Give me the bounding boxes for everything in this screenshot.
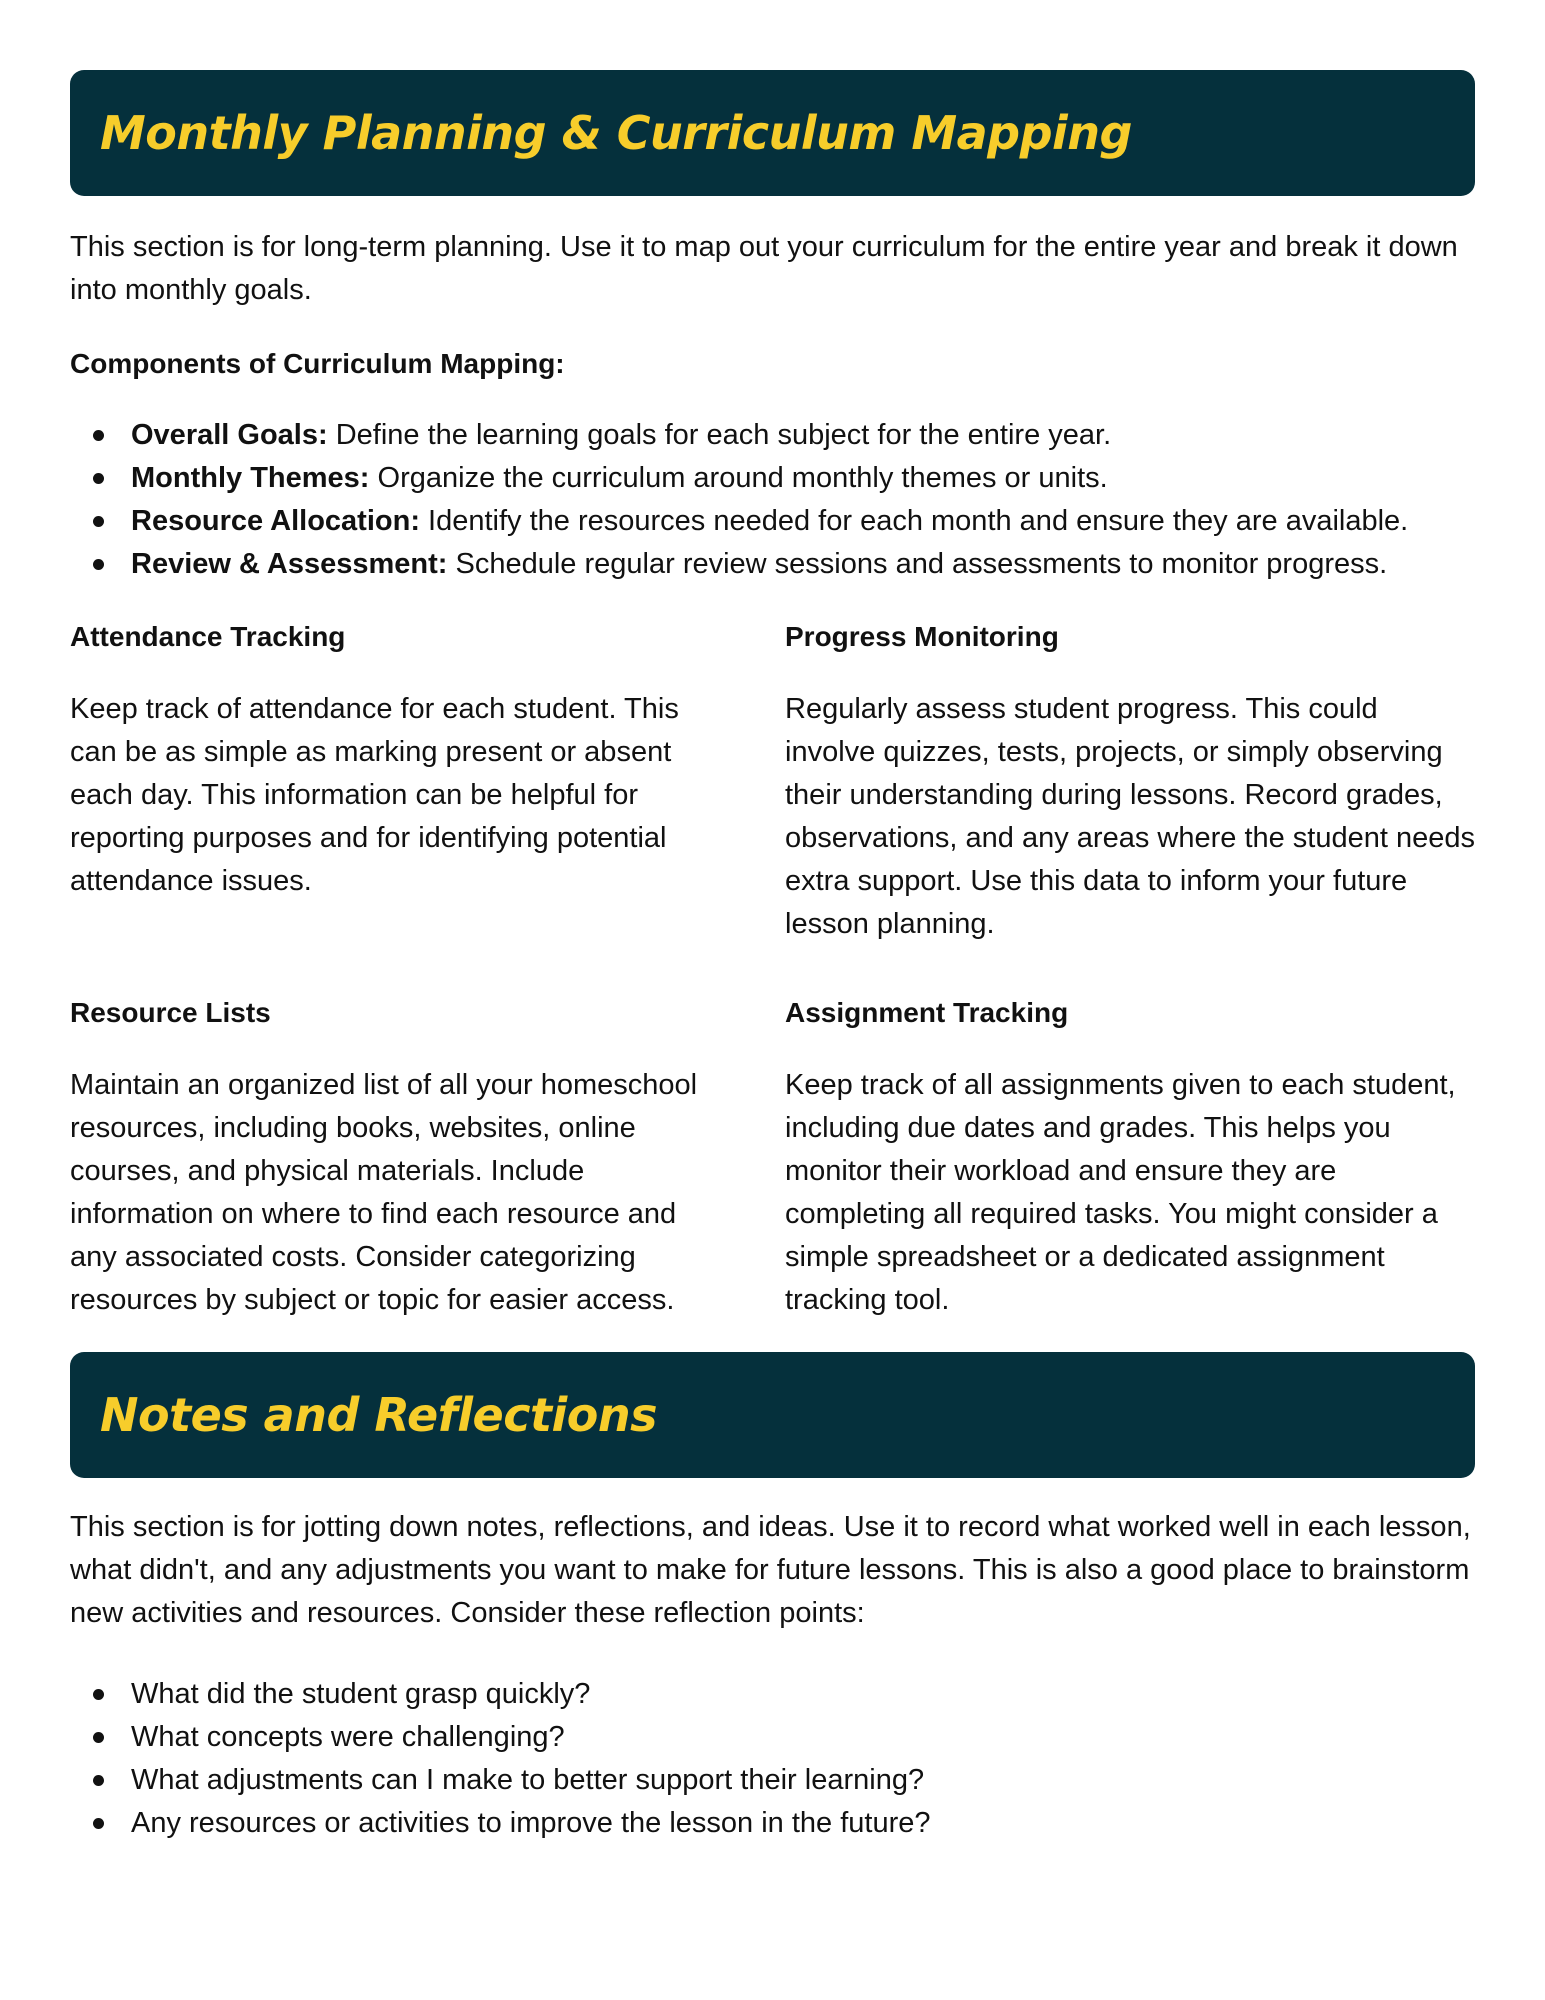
bullet-icon bbox=[93, 1732, 104, 1743]
components-list bbox=[70, 414, 1475, 586]
bullet-icon bbox=[93, 1775, 104, 1786]
list-item bbox=[70, 1716, 1475, 1759]
resource-lists-block bbox=[70, 996, 730, 1322]
bullet-icon bbox=[93, 559, 104, 570]
list-item bbox=[70, 500, 1475, 543]
component-term: Monthly Themes: bbox=[131, 462, 370, 494]
block-title: Assignment Tracking bbox=[785, 997, 1069, 1028]
list-item bbox=[70, 1759, 1475, 1802]
bullet-icon bbox=[93, 1818, 104, 1829]
list-item bbox=[70, 543, 1475, 586]
attendance-block bbox=[70, 620, 730, 946]
component-term: Review & Assessment: bbox=[131, 548, 448, 580]
section-title-notes: Notes and Reflections bbox=[100, 1388, 657, 1442]
block-text: Keep track of all assignments given to each student, including due dates and grades. This helps you monitor their workload and ensure they are completing all required tasks. You might consider a simple spreadsheet or a dedicated assignment tracking tool. bbox=[785, 1069, 1456, 1316]
bullet-icon bbox=[93, 516, 104, 527]
section-title-planning: Monthly Planning & Curriculum Mapping bbox=[100, 106, 1132, 160]
notes-intro: This section is for jotting down notes, reflections, and ideas. Use it to record what worked well in each lesson, what didn't, and any adjustments you want to make for future lessons. This is also a good place to brainstorm new activities and resources. Consider these reflection points: bbox=[70, 1511, 1471, 1629]
component-text: Schedule regular review sessions and assessments to monitor progress. bbox=[447, 548, 1388, 580]
list-item bbox=[70, 1673, 1475, 1716]
reflection-point: What concepts were challenging? bbox=[131, 1721, 565, 1753]
document-page bbox=[70, 70, 1475, 1845]
reflection-point: Any resources or activities to improve the lesson in the future? bbox=[131, 1807, 931, 1839]
block-text: Maintain an organized list of all your homeschool resources, including books, websites, online courses, and physical materials. Include information on where to find each resource and any associated costs. Consider categorizing resources by subject or topic for easier access. bbox=[70, 1069, 698, 1316]
block-title: Resource Lists bbox=[70, 997, 271, 1028]
assignment-block bbox=[785, 996, 1475, 1322]
bullet-icon bbox=[93, 1689, 104, 1700]
component-text: Define the learning goals for each subject for the entire year. bbox=[327, 419, 1112, 451]
tracking-grid bbox=[70, 620, 1475, 1322]
list-item bbox=[70, 414, 1475, 457]
block-title: Attendance Tracking bbox=[70, 621, 346, 652]
block-text: Regularly assess student progress. This could involve quizzes, tests, projects, or simply observing their understanding during lessons. Record grades, observations, and any areas where the student needs extra support. Use this data to inform your future lesson planning. bbox=[785, 693, 1476, 940]
list-item bbox=[70, 457, 1475, 500]
section-banner-notes bbox=[70, 1352, 1475, 1478]
reflection-list bbox=[70, 1673, 1475, 1845]
component-text: Identify the resources needed for each month and ensure they are available. bbox=[419, 505, 1409, 537]
components-heading: Components of Curriculum Mapping: bbox=[70, 348, 565, 379]
bullet-icon bbox=[93, 473, 104, 484]
component-term: Overall Goals: bbox=[131, 419, 328, 451]
progress-block bbox=[785, 620, 1475, 946]
reflection-point: What adjustments can I make to better support their learning? bbox=[131, 1764, 925, 1796]
component-text: Organize the curriculum around monthly themes or units. bbox=[369, 462, 1108, 494]
block-title: Progress Monitoring bbox=[785, 621, 1059, 652]
bullet-icon bbox=[93, 430, 104, 441]
block-text: Keep track of attendance for each student. This can be as simple as marking present or absent each day. This information can be helpful for reporting purposes and for identifying potential attendance issues. bbox=[70, 693, 679, 897]
component-term: Resource Allocation: bbox=[131, 505, 420, 537]
section-banner-planning bbox=[70, 70, 1475, 196]
reflection-point: What did the student grasp quickly? bbox=[131, 1678, 591, 1710]
list-item bbox=[70, 1802, 1475, 1845]
planning-intro: This section is for long-term planning. Use it to map out your curriculum for the entire year and break it down into monthly goals. bbox=[70, 231, 1458, 306]
